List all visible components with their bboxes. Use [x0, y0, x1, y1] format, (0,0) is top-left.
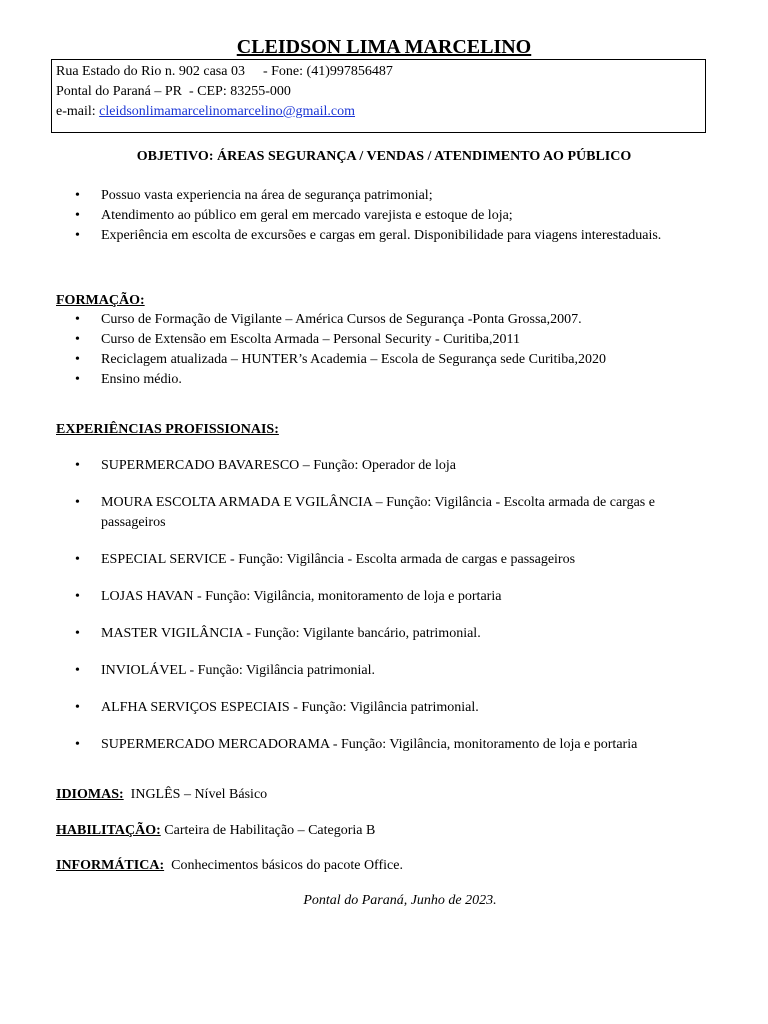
list-item: • MOURA ESCOLTA ARMADA E VGILÂNCIA – Função: Vigilância - Escolta armada de cargas e passageiros [56, 493, 706, 533]
list-item: • ALFHA SERVIÇOS ESPECIAIS - Função: Vigilância patrimonial. [56, 698, 706, 718]
license-value: Carteira de Habilitação – Categoria B [160, 823, 376, 838]
education-list [56, 310, 706, 390]
computing-label: INFORMÁTICA: [56, 858, 165, 873]
summary-list [56, 186, 706, 246]
languages-line [56, 785, 267, 805]
computing-value: Conhecimentos básicos do pacote Office. [164, 858, 403, 873]
license-line [56, 821, 375, 841]
address-text: Rua Estado do Rio n. 902 casa 03 [56, 64, 245, 79]
computing-line [56, 856, 403, 876]
list-item: • MASTER VIGILÂNCIA - Função: Vigilante bancário, patrimonial. [56, 624, 706, 644]
experience-heading: EXPERIÊNCIAS PROFISSIONAIS: [56, 422, 279, 437]
list-item: • INVIOLÁVEL - Função: Vigilância patrimonial. [56, 661, 706, 681]
list-item: • Atendimento ao público em geral em mercado varejista e estoque de loja; [56, 206, 706, 226]
closing-place-date: Pontal do Paraná, Junho de 2023. [303, 893, 497, 908]
list-item: • Experiência em escolta de excursões e cargas em geral. Disponibilidade para viagens interestaduais. [56, 226, 706, 246]
email-link[interactable]: cleidsonlimamarcelinomarcelino@gmail.com [99, 104, 356, 119]
objective-heading: OBJETIVO: ÁREAS SEGURANÇA / VENDAS / ATENDIMENTO AO PÚBLICO [136, 149, 632, 164]
experience-list [56, 456, 706, 772]
education-heading: FORMAÇÃO: [56, 293, 145, 308]
list-item: • Curso de Formação de Vigilante – América Cursos de Segurança -Ponta Grossa,2007. [56, 310, 706, 330]
languages-value: INGLÊS – Nível Básico [123, 787, 268, 802]
list-item: • ESPECIAL SERVICE - Função: Vigilância - Escolta armada de cargas e passageiros [56, 550, 706, 570]
phone-text: - Fone: (41)997856487 [262, 64, 393, 79]
city-text: Pontal do Paraná – PR - CEP: 83255-000 [56, 84, 291, 99]
list-item: • Curso de Extensão em Escolta Armada – Personal Security - Curitiba,2011 [56, 330, 706, 350]
license-label: HABILITAÇÃO: [56, 823, 161, 838]
list-item: • Possuo vasta experiencia na área de segurança patrimonial; [56, 186, 706, 206]
list-item: • Ensino médio. [56, 370, 706, 390]
list-item: • Reciclagem atualizada – HUNTER’s Academia – Escola de Segurança sede Curitiba,2020 [56, 350, 706, 370]
list-item: • SUPERMERCADO BAVARESCO – Função: Operador de loja [56, 456, 706, 476]
contact-line-address [56, 62, 705, 82]
list-item: • SUPERMERCADO MERCADORAMA - Função: Vigilância, monitoramento de loja e portaria [56, 735, 706, 755]
list-item: • LOJAS HAVAN - Função: Vigilância, monitoramento de loja e portaria [56, 587, 706, 607]
languages-label: IDIOMAS: [56, 787, 124, 802]
resume-name: CLEIDSON LIMA MARCELINO [236, 36, 532, 58]
contact-line-email [56, 102, 705, 122]
email-label: e-mail: [56, 104, 100, 119]
contact-box [51, 59, 706, 133]
